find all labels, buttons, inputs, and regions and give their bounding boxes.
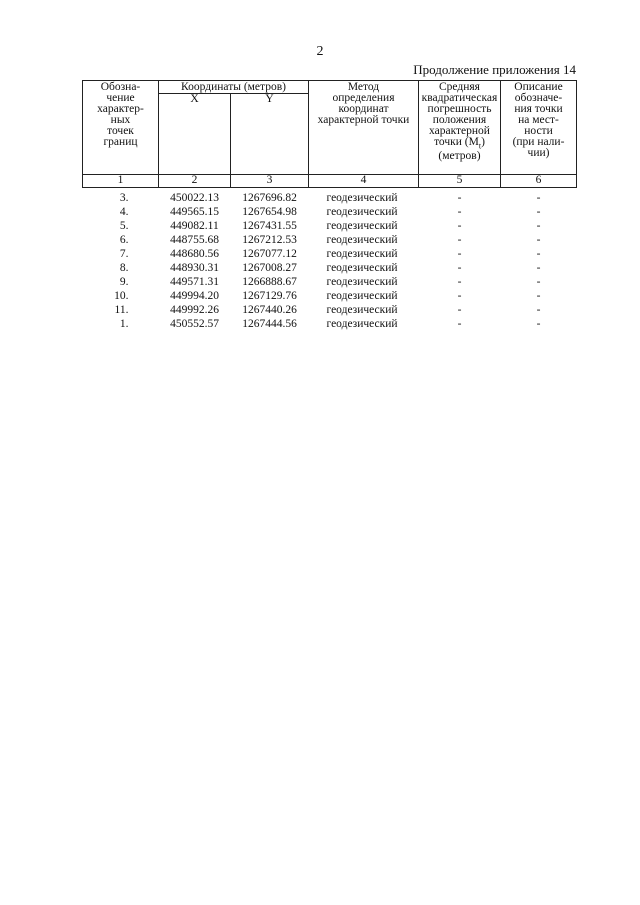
coord-x: 449565.15 [170, 206, 219, 218]
description-cell: - [536, 234, 541, 246]
method-cell: геодезический [326, 318, 398, 330]
coord-x: 449992.26 [170, 304, 219, 316]
coord-x: 449082.11 [170, 220, 219, 232]
table-row [83, 289, 577, 303]
table-row [83, 191, 577, 205]
description-cell: - [536, 248, 541, 260]
point-number: 10. [114, 290, 129, 302]
error-cell: - [457, 290, 462, 302]
table-row [83, 205, 577, 219]
table-row [83, 317, 577, 331]
point-number: 9. [119, 276, 129, 288]
error-cell: - [457, 206, 462, 218]
continuation-note: Продолжение приложения 14 [413, 62, 576, 77]
error-cell: - [457, 262, 462, 274]
description-cell: - [536, 276, 541, 288]
column-number: 6 [501, 175, 577, 188]
coord-x: 448680.56 [170, 248, 219, 260]
coord-x: 449994.20 [170, 290, 219, 302]
column-number: 4 [309, 175, 419, 188]
point-number: 11. [114, 304, 129, 316]
error-cell: - [457, 192, 462, 204]
table-row [83, 261, 577, 275]
description-cell: - [536, 192, 541, 204]
point-number: 1. [119, 318, 129, 330]
description-cell: - [536, 220, 541, 232]
coord-y: 1267008.27 [242, 262, 297, 274]
point-number: 8. [119, 262, 129, 274]
method-cell: геодезический [326, 234, 398, 246]
coord-y: 1267440.26 [242, 304, 297, 316]
header-x: X [159, 94, 231, 175]
error-cell: - [457, 220, 462, 232]
description-cell: - [536, 318, 541, 330]
error-cell: - [457, 276, 462, 288]
method-cell: геодезический [326, 206, 398, 218]
coord-x: 450552.57 [170, 318, 219, 330]
coord-y: 1267077.12 [242, 248, 297, 260]
description-cell: - [536, 290, 541, 302]
table-row [83, 275, 577, 289]
point-number: 3. [119, 192, 129, 204]
point-number: 6. [119, 234, 129, 246]
coord-y: 1267696.82 [242, 192, 297, 204]
column-number: 5 [419, 175, 501, 188]
column-number-row [83, 175, 577, 188]
description-cell: - [536, 304, 541, 316]
error-cell: - [457, 234, 462, 246]
coord-y: 1267654.98 [242, 206, 297, 218]
description-cell: - [536, 262, 541, 274]
coord-y: 1267212.53 [242, 234, 297, 246]
table-row [83, 247, 577, 261]
table-header [83, 81, 577, 188]
header-designation: Обозна- чение характер- ных точек границ [83, 81, 159, 175]
coord-y: 1267444.56 [242, 318, 297, 330]
page-number: 2 [316, 44, 324, 59]
error-cell: - [457, 318, 462, 330]
column-number: 2 [159, 175, 231, 188]
header-coordinates-group: Координаты (метров) [159, 81, 309, 94]
coord-y: 1266888.67 [242, 276, 297, 288]
method-cell: геодезический [326, 290, 398, 302]
header-description: Описание обозначе- ния точки на мест- ности (при нали- чии) [501, 81, 577, 175]
point-number: 5. [119, 220, 129, 232]
error-cell: - [457, 248, 462, 260]
point-number: 4. [119, 206, 129, 218]
method-cell: геодезический [326, 262, 398, 274]
method-cell: геодезический [326, 248, 398, 260]
method-cell: геодезический [326, 220, 398, 232]
coordinates-table [82, 80, 577, 331]
description-cell: - [536, 206, 541, 218]
table-row [83, 233, 577, 247]
error-cell: - [457, 304, 462, 316]
point-number: 7. [119, 248, 129, 260]
coord-x: 450022.13 [170, 192, 219, 204]
method-cell: геодезический [326, 304, 398, 316]
table-row [83, 219, 577, 233]
method-cell: геодезический [326, 276, 398, 288]
coord-y: 1267431.55 [242, 220, 297, 232]
coord-x: 448930.31 [170, 262, 219, 274]
header-method: Метод определения координат характерной точки [309, 81, 419, 175]
coord-x: 449571.31 [170, 276, 219, 288]
method-cell: геодезический [326, 192, 398, 204]
header-y: Y [231, 94, 309, 175]
table-body [83, 188, 577, 332]
column-number: 1 [83, 175, 159, 188]
coord-x: 448755.68 [170, 234, 219, 246]
column-number: 3 [231, 175, 309, 188]
table-row [83, 303, 577, 317]
header-mean-square-error: Средняя квадратическая погрешность положения характерной точки $(M_t)$ (метров) [419, 81, 501, 175]
coord-y: 1267129.76 [242, 290, 297, 302]
